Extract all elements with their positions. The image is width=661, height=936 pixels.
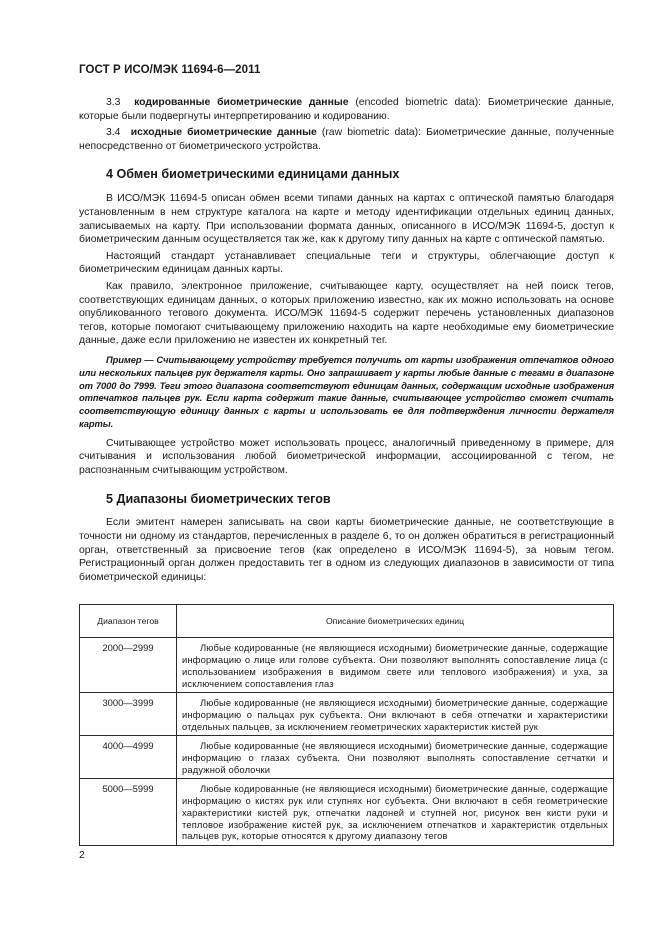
definition-term: кодированные биометрические данные xyxy=(134,97,349,108)
description-cell: Любые кодированные (не являющиеся исходными) биометрические данные, содержащие информацию о кистях рук или ступнях ног субъекта. Они включают в себя геометрические характеристики кистей рук, отпечатки ладоней и ступней ног, рисунок вен кисти руки и тепловое изображение кистей рук, за исключением отпечатков и характеристик отдельных пальцев рук, которые относятся к другому диапазону тегов xyxy=(177,779,614,846)
table-header-row xyxy=(80,605,614,638)
definition-3-4 xyxy=(79,126,614,153)
section-4-heading: 4 Обмен биометрическими единицами данных xyxy=(106,167,400,182)
tag-range-cell: 4000—4999 xyxy=(80,736,177,779)
example-note: Пример — Считывающему устройству требуется получить от карты изображения отпечатков одного или нескольких пальцев рук держателя карты. Оно запрашивает у карты любые данные с тегами в диапазоне от 7000 до 7999. Теги этого диапазона соответствуют единицам данных, содержащим исходные изображения отпечатков пальцев рук. Если карта содержит такие данные, считывающее устройство сможет считать соответствующую единицу данных с карты и использовать ее для подтверждения личности держателя карты. xyxy=(79,353,614,429)
definition-text: (raw biometric data): Биометрические данные, полученные непосредственно от биометрического устройства. xyxy=(79,127,615,152)
definition-3-3 xyxy=(79,96,614,123)
description-cell: Любые кодированные (не являющиеся исходными) биометрические данные, содержащие информацию о глазах субъекта. Они позволяют выполнять сопоставление сетчатки и радужной оболочки xyxy=(177,736,614,779)
definition-term: исходные биометрические данные xyxy=(130,127,317,139)
section-5-paragraph: Если эмитент намерен записывать на свои карты биометрические данные, не соответствующие в точности ни одному из стандартов, перечисленных в разделе 6, то он должен обратиться в регистрационный орган, ответственный за присвоение тегов (как определено в ИСО/МЭК 11694-5), за новым тегом. Регистрационный орган должен предоставить тег в одном из следующих диапазонов в зависимости от типа биометрической единицы: xyxy=(79,517,614,583)
section-4-paragraph: В ИСО/МЭК 11694-5 описан обмен всеми типами данных на картах с оптической памятью благодаря установленным в нем структуре каталога на карте и методу идентификации отдельных единиц данных, записываемых на карту. При использовании формата данных, описанного в ИСО/МЭК 11694-5, доступ к биометрическим данным осуществляется так же, как к другому типу данных на карте с оптической памятью. xyxy=(79,193,614,246)
page-content xyxy=(79,96,614,846)
table-row xyxy=(80,779,614,846)
tag-range-cell: 5000—5999 xyxy=(80,779,177,846)
section-5-heading: 5 Диапазоны биометрических тегов xyxy=(106,492,331,507)
tag-range-cell: 3000—3999 xyxy=(80,693,177,736)
column-header-range: Диапазон тегов xyxy=(80,605,177,638)
tag-range-cell: 2000—2999 xyxy=(80,638,177,693)
definition-number: 3.4 xyxy=(106,127,121,139)
page-number: 2 xyxy=(79,850,85,861)
table-row xyxy=(80,693,614,736)
document-header: ГОСТ Р ИСО/МЭК 11694-6—2011 xyxy=(79,64,261,76)
description-cell: Любые кодированные (не являющиеся исходными) биометрические данные, содержащие информацию о пальцах рук субъекта. Они включают в себя отпечатки и характеристики отдельных пальцев, за исключением геометрических характеристик кистей рук xyxy=(177,693,614,736)
section-4-closing-paragraph: Считывающее устройство может использовать процесс, аналогичный приведенному в примере, для считывания и использования любой биометрической информации, ассоциированной с тегом, не распознанным считывающим устройством. xyxy=(79,437,614,476)
section-4-paragraph: Как правило, электронное приложение, считывающее карту, осуществляет на ней поиск тегов, соответствующих единицам данных, о которых приложению известно, как их можно использовать на основе опубликованного тегового документа. ИСО/МЭК 11694-5 содержит перечень установленных диапазонов тегов, которые помогают считывающему приложению находить на карте необходимые ему биометрические данные, даже если приложению не известен их конкретный тег. xyxy=(79,280,614,347)
section-4-paragraph: Настоящий стандарт устанавливает специальные теги и структуры, облегчающие доступ к биометрическим единицам данных карты. xyxy=(79,250,614,276)
definition-number: 3.3 xyxy=(106,97,121,108)
tag-ranges-table-wrapper xyxy=(79,604,614,846)
table-row xyxy=(80,638,614,693)
description-cell: Любые кодированные (не являющиеся исходными) биометрические данные, содержащие информацию о лице или голове субъекта. Они позволяют выполнять сопоставление лица (с использованием изображения в видимом свете или теплового изображения) и уха, за исключением сопоставления глаз xyxy=(177,638,614,693)
tag-ranges-table xyxy=(79,604,614,846)
table-row xyxy=(80,736,614,779)
column-header-description: Описание биометрических единиц xyxy=(177,605,614,638)
definition-text: (encoded biometric data): Биометрические данные, которые были подвергнуты интерпретированию и кодированию. xyxy=(79,97,614,122)
